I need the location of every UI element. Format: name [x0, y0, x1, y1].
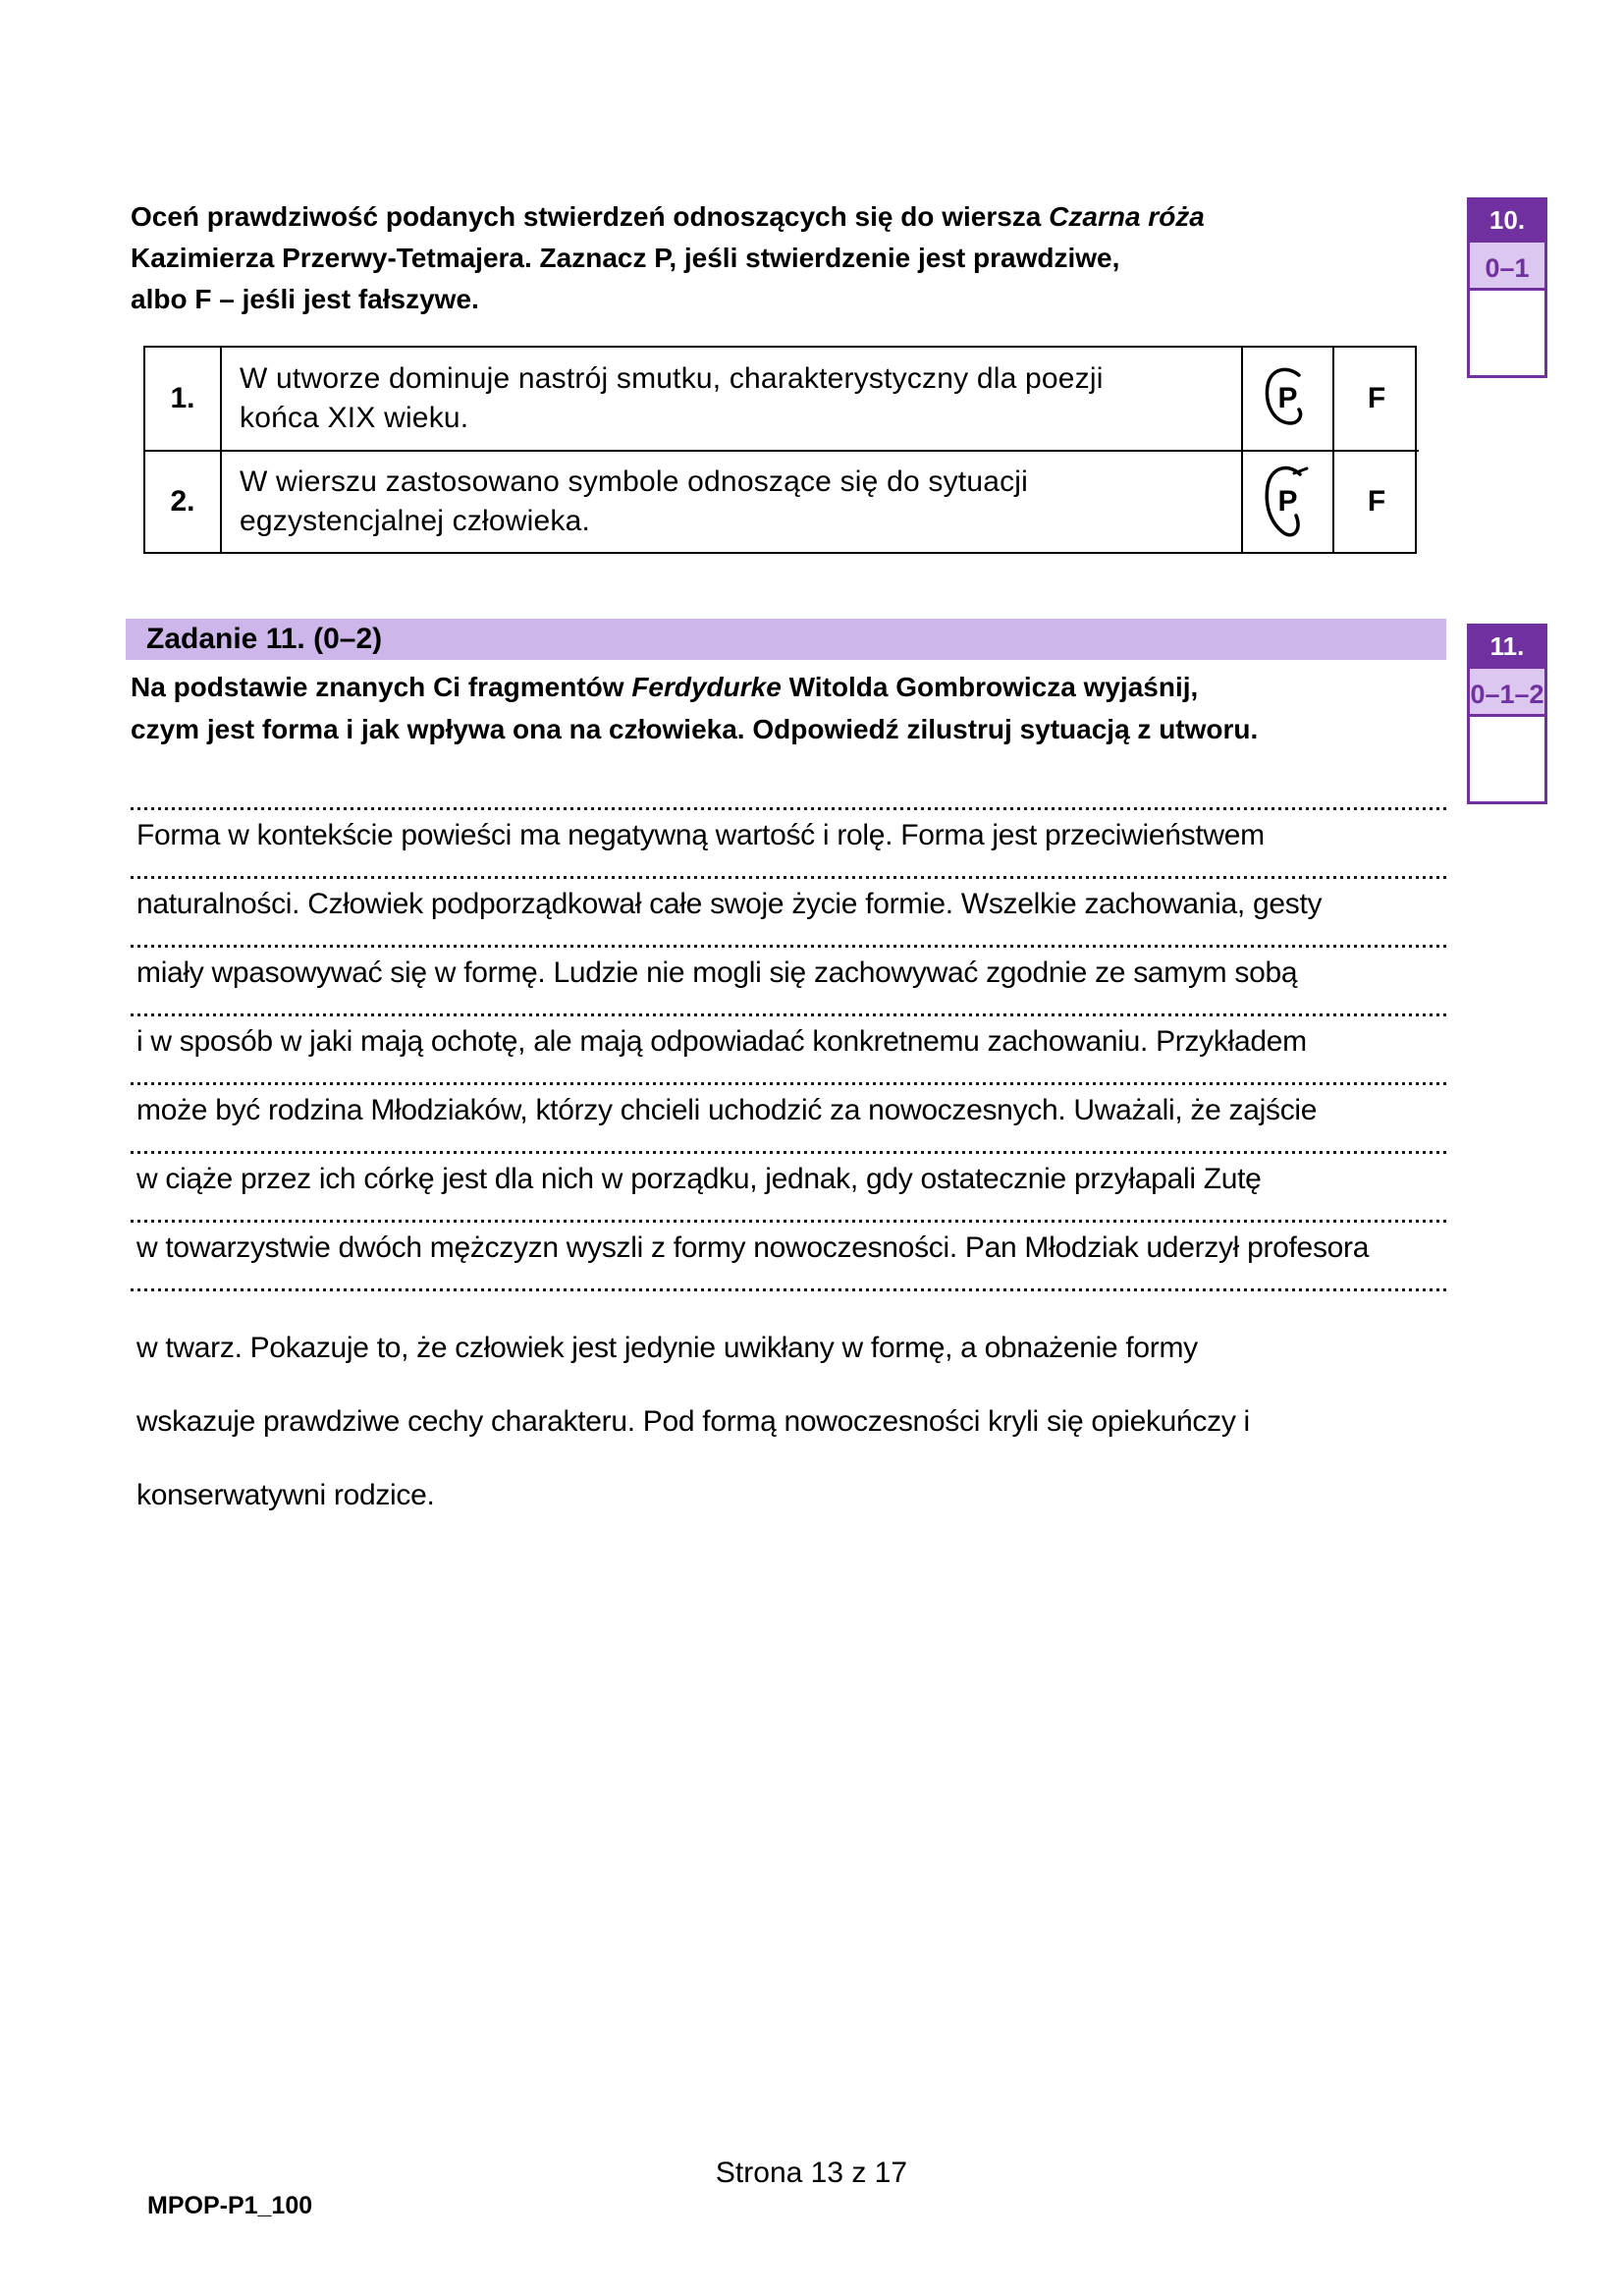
- dotted-rule: [131, 876, 1446, 879]
- task10-badge-score-box: [1470, 291, 1544, 375]
- page-number: Strona 13 z 17: [715, 2157, 908, 2189]
- task11-badge-score-box: [1470, 717, 1544, 801]
- table-row2-statement: [220, 450, 1241, 552]
- answer-line: [131, 1362, 1446, 1436]
- table-row1-statement: [220, 348, 1241, 450]
- task11-header-bar: Zadanie 11. (0–2): [126, 619, 1446, 660]
- task10-instruction: [131, 196, 1205, 320]
- table-row1-option-p: [1241, 348, 1332, 450]
- table-row1-number: 1.: [170, 382, 195, 414]
- dotted-rule: [131, 807, 1446, 810]
- dotted-rule: [131, 945, 1446, 948]
- task11-instruction: [131, 666, 1258, 750]
- task10-instruction-line1: [131, 196, 1205, 238]
- task10-instruction-line3: albo F – jeśli jest fałszywe.: [131, 284, 479, 314]
- answer-line: [131, 1151, 1446, 1220]
- task11-instruction-line2: czym jest forma i jak wpływa ona na człowieka. Odpowiedź zilustruj sytuacją z utworu.: [131, 714, 1259, 744]
- table-row1-option-f: [1332, 348, 1419, 450]
- task11-instruction-line1-pre: Na podstawie znanych Ci fragmentów: [131, 672, 632, 702]
- task11-instruction-line1-post: Witolda Gombrowicza wyjaśnij,: [781, 672, 1199, 702]
- task11-instruction-line1: [131, 666, 1258, 708]
- table-row1-statement-line1: W utworze dominuje nastrój smutku, charakterystyczny dla poezji: [240, 362, 1104, 395]
- answer-text-2: naturalności. Człowiek podporządkował całe swoje życie formie. Wszelkie zachowania, gesty: [136, 888, 1323, 920]
- table-row2-number: 2.: [145, 450, 220, 552]
- answer-line: [131, 1220, 1446, 1288]
- dotted-rule: [131, 1288, 1446, 1291]
- table-row2-option-f: [1332, 450, 1419, 552]
- dotted-rule: [131, 1220, 1446, 1223]
- task10-poem-title: Czarna róża: [1049, 201, 1205, 232]
- table-row2-option-p: [1241, 450, 1332, 552]
- answer-text-3: miały wpasowywać się w formę. Ludzie nie mogli się zachowywać zgodnie ze samym sobą: [136, 957, 1298, 989]
- answer-text-8: w twarz. Pokazuje to, że człowiek jest jedynie uwikłany w formę, a obnażenie formy: [136, 1332, 1198, 1364]
- table-row1-f-label: F: [1367, 382, 1386, 414]
- table-row2-f-label: F: [1367, 485, 1386, 518]
- answer-text-1: Forma w kontekście powieści ma negatywną wartość i rolę. Forma jest przeciwieństwem: [136, 819, 1265, 851]
- table-row2-statement-line1: W wierszu zastosowano symbole odnoszące się do sytuacji: [240, 465, 1029, 498]
- answer-text-10: konserwatywni rodzice.: [136, 1479, 435, 1511]
- task11-score-badge: [1467, 624, 1547, 804]
- answer-line: [131, 1013, 1446, 1082]
- answer-line: [131, 807, 1446, 876]
- answer-line: [131, 1082, 1446, 1151]
- answer-line: [131, 945, 1446, 1013]
- task11-badge-number: 11.: [1470, 627, 1544, 666]
- answer-line: [131, 876, 1446, 945]
- exam-form-code: MPOP-P1_100: [147, 2192, 313, 2219]
- task10-badge-points: 0–1: [1470, 240, 1544, 291]
- table-row2-statement-line2: egzystencjalnej człowieka.: [240, 505, 591, 537]
- task10-instruction-line1-text: Oceń prawdziwość podanych stwierdzeń odnoszących się do wiersza: [131, 201, 1050, 232]
- task11-answer-area: [131, 807, 1446, 1509]
- answer-text-6: w ciąże przez ich córkę jest dla nich w porządku, jednak, gdy ostatecznie przyłapali Zutę: [136, 1163, 1262, 1195]
- table-row1-p-label: P: [1277, 382, 1298, 414]
- task10-instruction-line2: Kazimierza Przerwy-Tetmajera. Zaznacz P, jeśli stwierdzenie jest prawdziwe,: [131, 243, 1120, 273]
- dotted-rule: [131, 1082, 1446, 1085]
- answer-text-4: i w sposób w jaki mają ochotę, ale mają odpowiadać konkretnemu zachowaniu. Przykładem: [136, 1025, 1307, 1058]
- task11-badge-points: 0–1–2: [1470, 666, 1544, 717]
- answer-text-7: w towarzystwie dwóch mężczyzn wyszli z formy nowoczesności. Pan Młodziak uderzył profesora: [136, 1231, 1370, 1264]
- task10-score-badge: [1467, 197, 1547, 378]
- task11-book-title: Ferdydurke: [631, 672, 782, 702]
- table-row2-p-label: P: [1277, 485, 1298, 518]
- table-row1-statement-line2: końca XIX wieku.: [240, 402, 469, 434]
- answer-line: [131, 1288, 1446, 1362]
- answer-text-5: może być rodzina Młodziaków, którzy chcieli uchodzić za nowoczesnych. Uważali, że zajście: [136, 1094, 1318, 1126]
- dotted-rule: [131, 1151, 1446, 1154]
- answer-text-9: wskazuje prawdziwe cechy charakteru. Pod formą nowoczesności kryli się opiekuńczy i: [136, 1405, 1250, 1438]
- answer-line: [131, 1436, 1446, 1509]
- task10-badge-number: 10.: [1470, 200, 1544, 240]
- true-false-table: [143, 346, 1417, 554]
- dotted-rule: [131, 1013, 1446, 1016]
